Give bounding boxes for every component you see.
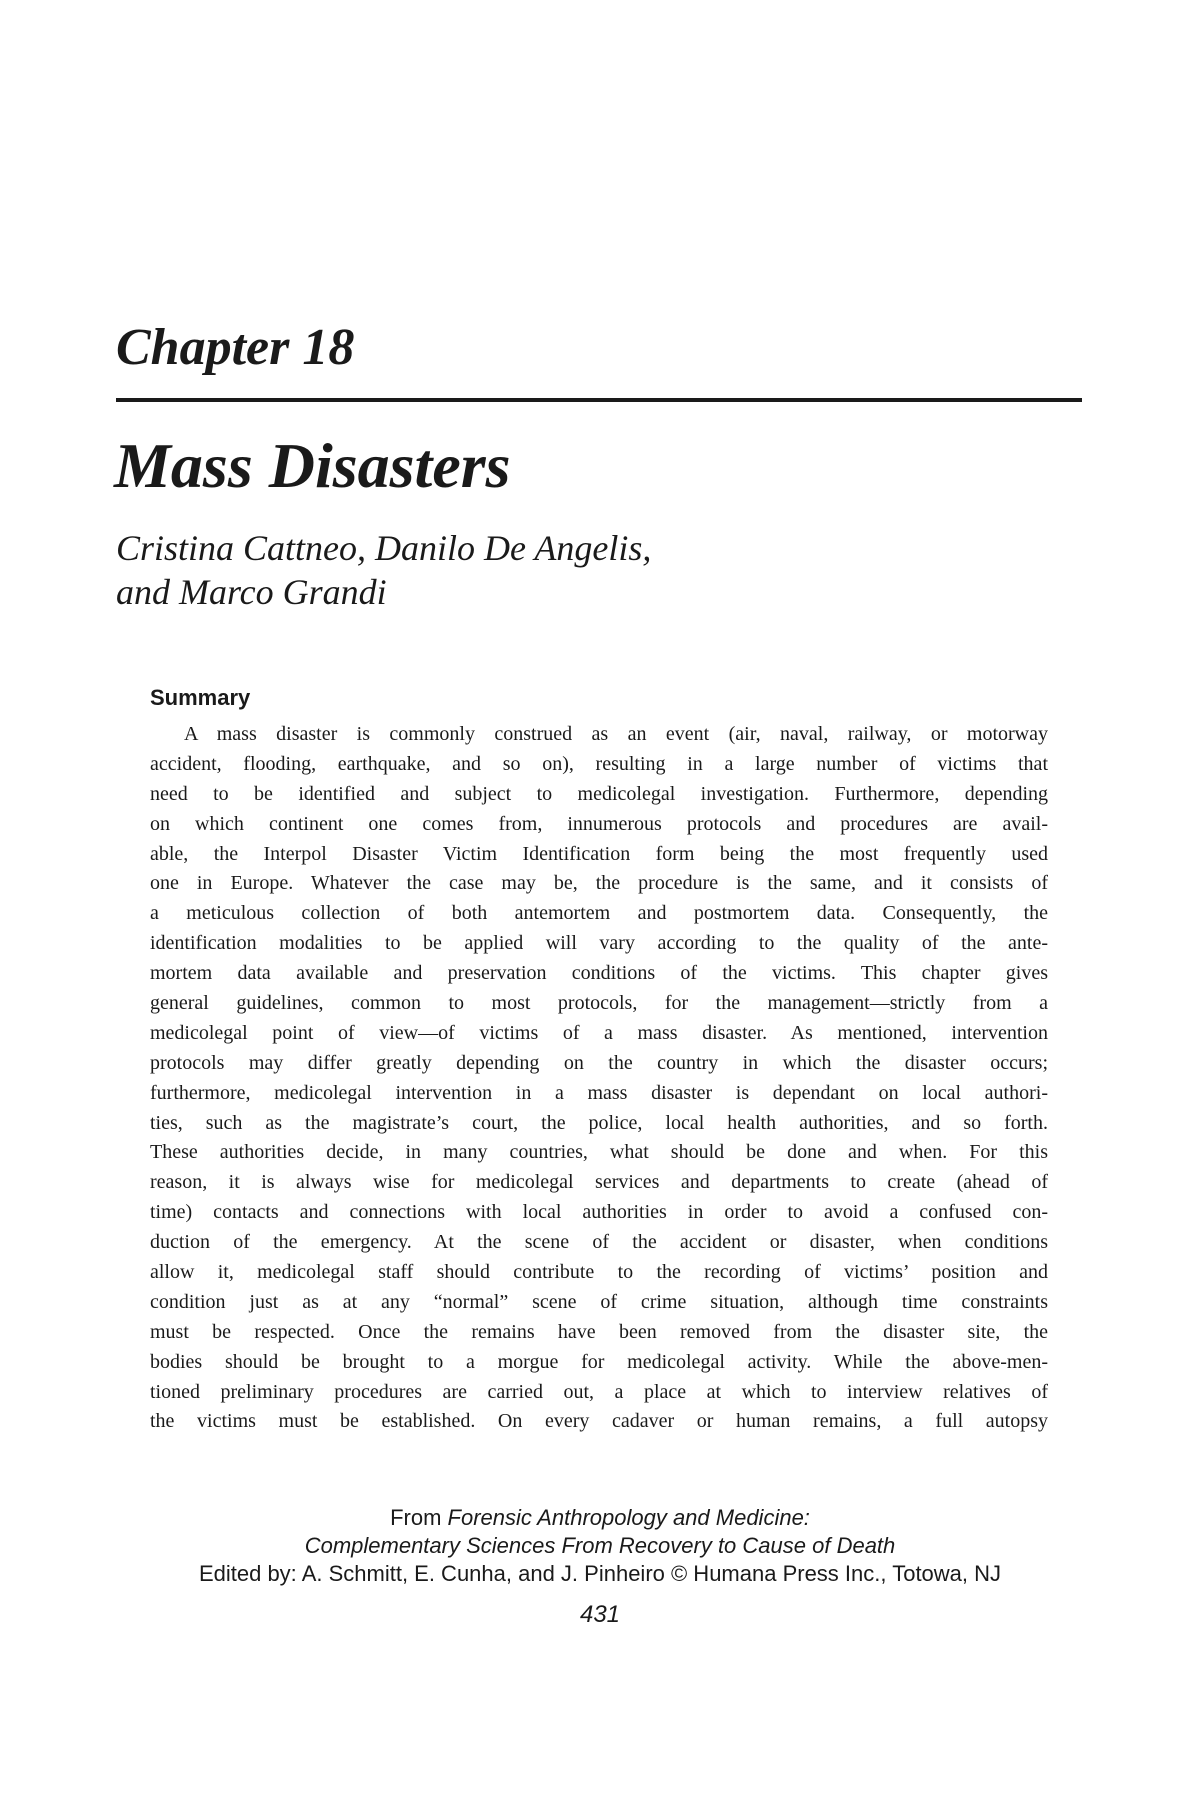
authors-line-1: Cristina Cattneo, Danilo De Angelis, [116, 528, 652, 568]
summary-line: must be respected. Once the remains have been removed from the disaster site, the [150, 1320, 1048, 1343]
summary-line: tioned preliminary procedures are carried out, a place at which to interview relatives of [150, 1380, 1048, 1403]
chapter-authors [116, 526, 651, 614]
from-prefix: From [390, 1505, 448, 1530]
summary-line: furthermore, medicolegal intervention in a mass disaster is dependant on local authori- [150, 1081, 1048, 1104]
summary-line: ties, such as the magistrate’s court, the police, local health authorities, and so forth. [150, 1111, 1048, 1134]
summary-line: able, the Interpol Disaster Victim Identification form being the most frequently used [150, 842, 1048, 865]
summary-line: need to be identified and subject to medicolegal investigation. Furthermore, depending [150, 782, 1048, 805]
summary-line: on which continent one comes from, innumerous protocols and procedures are avail- [150, 812, 1048, 835]
summary-line: mortem data available and preservation conditions of the victims. This chapter gives [150, 962, 1048, 985]
summary-line: identification modalities to be applied will vary according to the quality of the ante- [150, 932, 1048, 955]
book-title-part-1: Forensic Anthropology and Medicine: [447, 1505, 810, 1530]
summary-line: These authorities decide, in many countries, what should be done and when. For this [150, 1141, 1048, 1164]
summary-line: accident, flooding, earthquake, and so on), resulting in a large number of victims that [150, 752, 1048, 775]
source-footnote [100, 1504, 1100, 1588]
summary-line: time) contacts and connections with local authorities in order to avoid a confused con- [150, 1201, 1048, 1224]
page-number: 431 [579, 1601, 621, 1628]
summary-line: condition just as at any “normal” scene of crime situation, although time constraints [150, 1290, 1048, 1313]
summary-line: duction of the emergency. At the scene of the accident or disaster, when conditions [150, 1231, 1048, 1254]
footnote-line-1 [100, 1504, 1100, 1532]
chapter-divider [116, 398, 1082, 402]
summary-line: A mass disaster is commonly construed as an event (air, naval, railway, or motorway [184, 723, 1048, 745]
chapter-title: Mass Disasters [114, 430, 511, 501]
summary-line: medicolegal point of view—of victims of a mass disaster. As mentioned, intervention [150, 1021, 1048, 1044]
summary-line: protocols may differ greatly depending on the country in which the disaster occurs; [150, 1051, 1048, 1074]
chapter-label: Chapter 18 [116, 319, 355, 376]
summary-line: a meticulous collection of both antemortem and postmortem data. Consequently, the [150, 902, 1048, 925]
authors-line-2: and Marco Grandi [116, 572, 387, 612]
summary-line: reason, it is always wise for medicolegal services and departments to create (ahead of [150, 1171, 1048, 1194]
summary-line: general guidelines, common to most protocols, for the management—strictly from a [150, 992, 1048, 1015]
summary-line: bodies should be brought to a morgue for medicolegal activity. While the above-men- [150, 1350, 1048, 1373]
summary-paragraph [150, 720, 1048, 1437]
summary-line: the victims must be established. On every cadaver or human remains, a full autopsy [150, 1410, 1048, 1433]
summary-line: allow it, medicolegal staff should contribute to the recording of victims’ position and [150, 1261, 1048, 1284]
summary-line: one in Europe. Whatever the case may be, the procedure is the same, and it consists of [150, 872, 1048, 895]
summary-heading: Summary [150, 685, 251, 710]
footnote-line-2 [100, 1532, 1100, 1560]
book-title-part-2: Complementary Sciences From Recovery to Cause of Death [304, 1533, 896, 1558]
edited-by-line: Edited by: A. Schmitt, E. Cunha, and J. Pinheiro © Humana Press Inc., Totowa, NJ [198, 1561, 1002, 1586]
